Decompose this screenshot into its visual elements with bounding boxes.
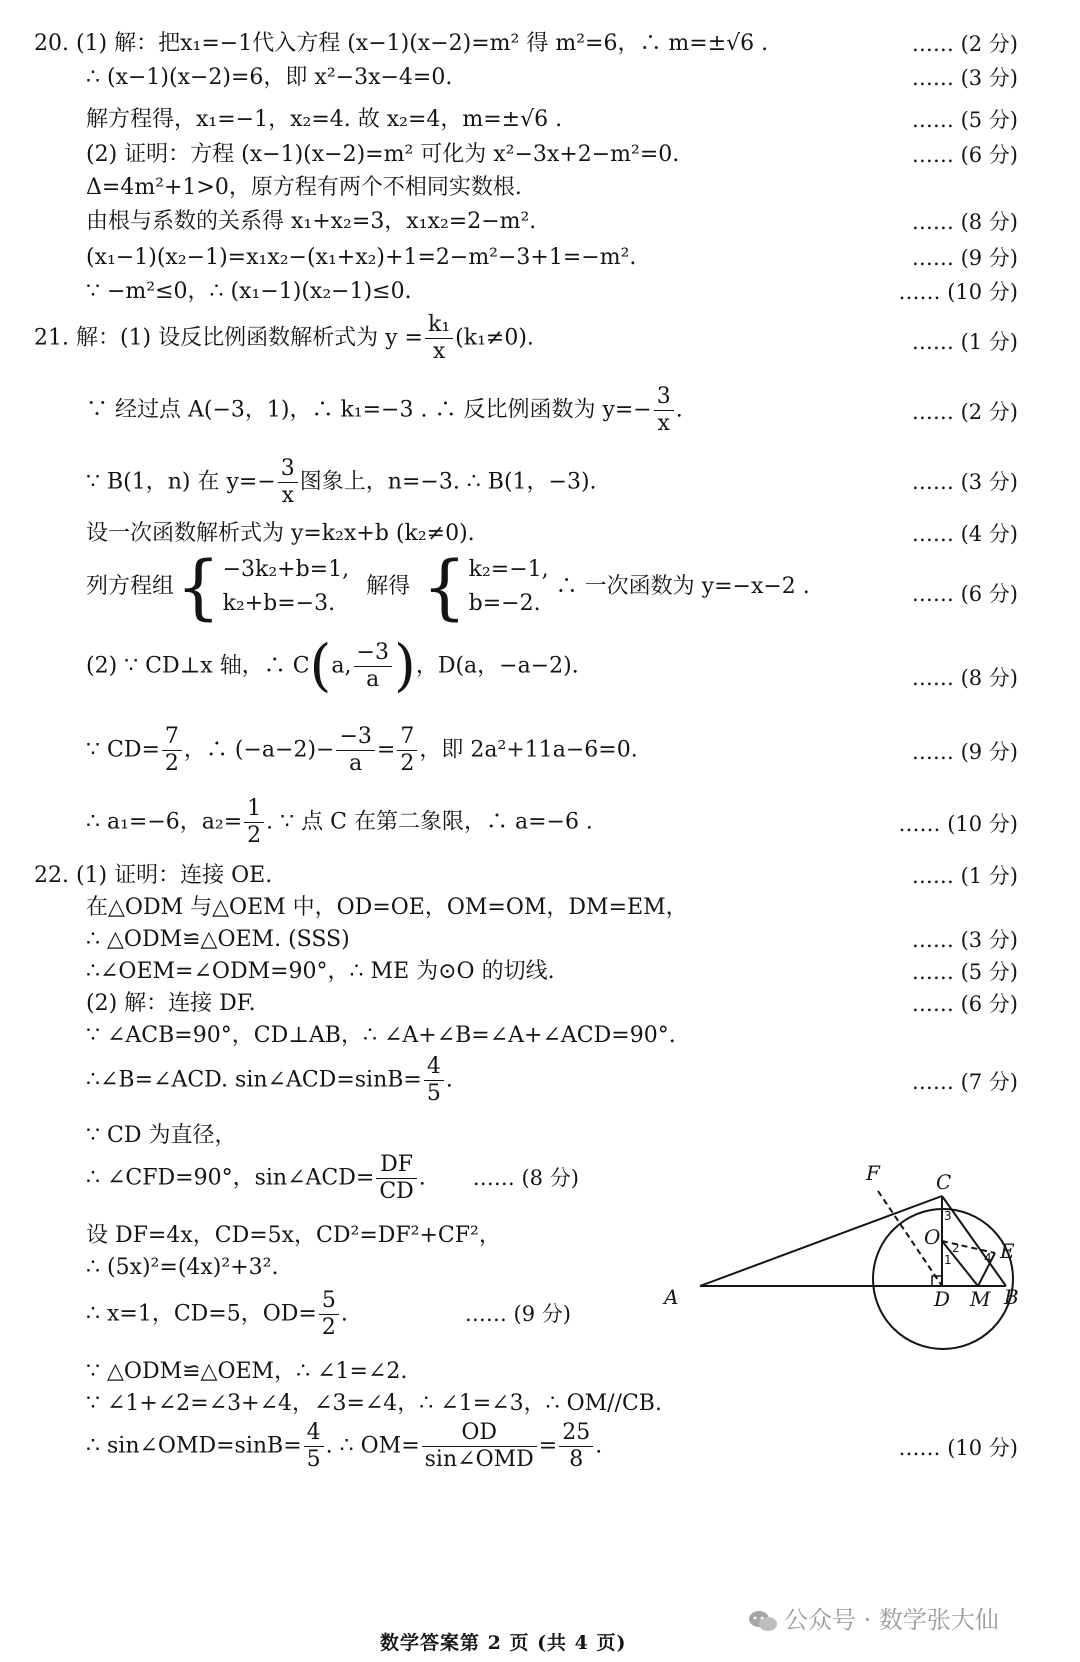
q22-line-2: 在△ODM 与△OEM 中，OD=OE，OM=OM，DM=EM，: [86, 895, 688, 920]
q20-line-7-score: …… (9 分): [911, 246, 1018, 270]
q20-line-7: (x₁−1)(x₂−1)=x₁x₂−(x₁+x₂)+1=2−m²−3+1=−m².: [86, 245, 637, 270]
q22-line-9-score: …… (8 分): [472, 1165, 579, 1190]
q22-line-8: ∵ CD 为直径，: [86, 1123, 237, 1148]
label-e: E: [1000, 1239, 1015, 1263]
wechat-icon: [748, 1610, 778, 1632]
angle-label-4: 4: [984, 1251, 992, 1265]
q22-line-5: (2) 解：连接 DF.: [86, 991, 256, 1016]
q21-line-8-score: …… (8 分): [911, 666, 1018, 690]
q21-line-10-score: …… (10 分): [898, 812, 1018, 836]
q21-line-3-score: …… (3 分): [911, 470, 1018, 494]
q22-line-15-score: …… (10 分): [898, 1436, 1018, 1460]
q20-line-4-score: …… (6 分): [911, 143, 1018, 167]
q22-line-7-score: …… (7 分): [911, 1070, 1018, 1094]
label-b: B: [1004, 1285, 1019, 1309]
q21-line-6-score: …… (6 分): [911, 582, 1018, 606]
watermark: [748, 1600, 999, 1635]
q21-line-8: (2) ∵ CD⊥x 轴，∴ C(a, $\frac{-3}{a}$ )，D(a，−a−2).: [86, 633, 579, 699]
page-footer: 数学答案第 2 页 (共 4 页): [380, 1632, 627, 1654]
label-m: M: [970, 1287, 991, 1311]
q20-line-6: 由根与系数的关系得 x₁+x₂=3，x₁x₂=2−m².: [86, 209, 537, 234]
q22-line-9: ∴ ∠CFD=90°，sin∠ACD= $\frac{DF}{CD}$ . …… (8 分): [86, 1152, 579, 1204]
q21-line-9: ∵ CD= $\frac{7}{2}$ ，∴ (−a−2)− $\frac{-3}{a}$ = $\frac{7}{2}$ ，即 2a²+11a−6=0.: [86, 724, 638, 776]
q20-line-5: Δ=4m²+1>0，原方程有两个不相同实数根.: [86, 175, 522, 200]
q21-line-6: 列方程组{ −3k₂+b=1, k₂+b=−3. 解得 { k₂=−1, b=−2. ∴ 一次函数为 y=−x−2 .: [86, 546, 810, 628]
q20-line-1-score: …… (2 分): [911, 32, 1018, 56]
q20-line-8: ∵ −m²≤0，∴ (x₁−1)(x₂−1)≤0.: [86, 279, 412, 304]
label-o: O: [924, 1225, 941, 1249]
q22-line-1: 22. (1) 证明：连接 OE.: [34, 863, 273, 888]
q21-line-3: ∵ B(1，n) 在 y=− $\frac{3}{x}$ 图象上，n=−3. ∴ B(1，−3).: [86, 456, 597, 508]
q20-line-3: 解方程得，x₁=−1，x₂=4. 故 x₂=4，m=±√6 .: [86, 107, 563, 132]
label-d: D: [934, 1287, 951, 1311]
q20-line-1: 20. (1) 解：把x₁=−1代入方程 (x−1)(x−2)=m² 得 m²=6，∴ m=±√6 .: [34, 31, 769, 56]
q20-line-6-score: …… (8 分): [911, 210, 1018, 234]
q22-line-5-score: …… (6 分): [911, 992, 1018, 1016]
q22-line-6: ∵ ∠ACB=90°，CD⊥AB，∴ ∠A+∠B=∠A+∠ACD=90°.: [86, 1023, 676, 1048]
geometry-figure: [664, 1161, 1040, 1386]
q21-line-1: 21. 解：(1) 设反比例函数解析式为 y = $\frac{\text{k₁}}{x}$ (k₁≠0).: [34, 312, 534, 364]
q22-line-4-score: …… (5 分): [911, 960, 1018, 984]
q20-line-2: ∴ (x−1)(x−2)=6，即 x²−3x−4=0.: [86, 65, 453, 90]
q21-line-9-score: …… (9 分): [911, 740, 1018, 764]
segment-ac: [700, 1196, 942, 1286]
q20-line-3-score: …… (5 分): [911, 108, 1018, 132]
q22-line-11: ∴ (5x)²=(4x)²+3².: [86, 1255, 279, 1280]
watermark-text: 公众号 · 数学张大仙: [784, 1606, 999, 1634]
label-a: A: [664, 1285, 679, 1309]
q22-line-1-score: …… (1 分): [911, 864, 1018, 888]
angle-label-1: 1: [944, 1253, 952, 1267]
q21-line-1-score: …… (1 分): [911, 330, 1018, 354]
q21-line-2: ∵ 经过点 A(−3，1)，∴ k₁=−3 . ∴ 反比例函数为 y=− $\frac{3}{x}$ .: [86, 384, 683, 436]
q22-line-3: ∴ △ODM≌△OEM. (SSS): [86, 927, 350, 952]
q21-line-10: ∴ a₁=−6，a₂= $\frac{1}{2}$ . ∵ 点 C 在第二象限，∴ a=−6 .: [86, 796, 593, 848]
label-c: C: [936, 1170, 952, 1194]
q22-line-15: ∴ sin∠OMD=sinB= $\frac{4}{5}$ . ∴ OM= OD sin∠OMD = $\frac{25}{8}$ .: [86, 1420, 603, 1472]
angle-label-2: 2: [952, 1241, 960, 1255]
q22-line-14: ∵ ∠1+∠2=∠3+∠4，∠3=∠4，∴ ∠1=∠3，∴ OM//CB.: [86, 1391, 662, 1416]
q22-line-3-score: …… (3 分): [911, 928, 1018, 952]
q21-line-2-score: …… (2 分): [911, 400, 1018, 424]
q20-line-8-score: …… (10 分): [898, 280, 1018, 304]
q22-line-4: ∴∠OEM=∠ODM=90°，∴ ME 为⊙O 的切线.: [86, 959, 555, 984]
q20-line-4: (2) 证明：方程 (x−1)(x−2)=m² 可化为 x²−3x+2−m²=0.: [86, 142, 680, 167]
angle-label-3: 3: [944, 1209, 952, 1223]
q21-line-4-score: …… (4 分): [911, 522, 1018, 546]
label-f: F: [866, 1161, 880, 1185]
q20-line-2-score: …… (3 分): [911, 66, 1018, 90]
q22-line-7: ∴∠B=∠ACD. sin∠ACD=sinB= $\frac{4}{5}$ .: [86, 1054, 453, 1106]
q22-line-13: ∵ △ODM≌△OEM，∴ ∠1=∠2.: [86, 1359, 408, 1384]
q22-line-12: ∴ x=1，CD=5，OD= $\frac{5}{2}$ . …… (9 分): [86, 1288, 571, 1340]
q22-line-12-score: …… (9 分): [464, 1301, 571, 1326]
q21-line-4: 设一次函数解析式为 y=k₂x+b (k₂≠0).: [86, 521, 475, 546]
q22-line-10: 设 DF=4x，CD=5x，CD²=DF²+CF²，: [86, 1223, 501, 1248]
